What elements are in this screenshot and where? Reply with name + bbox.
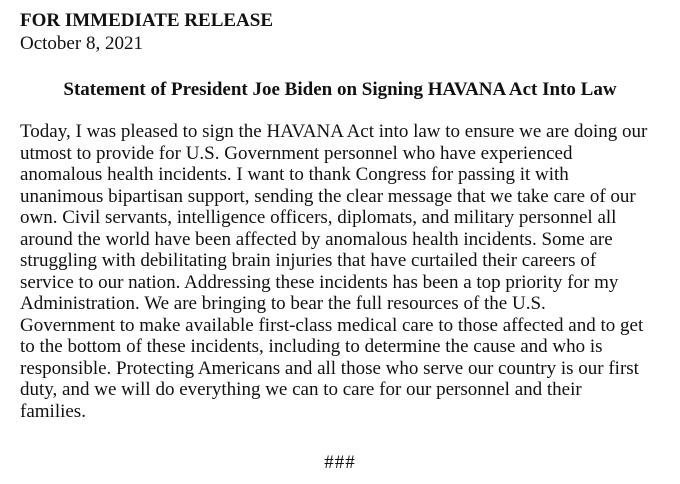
body-line: utmost to provide for U.S. Government personnel who have experienced: [20, 142, 573, 164]
end-mark: ###: [324, 452, 356, 473]
body-line: Administration. We are bringing to bear the full resources of the U.S.: [20, 293, 546, 314]
body-line: around the world have been affected by anomalous health incidents. Some are: [20, 228, 613, 250]
body-line: families.: [20, 400, 86, 422]
body-line: own. Civil servants, intelligence officers, diplomats, and military personnel all: [20, 207, 617, 228]
body-line: service to our nation. Addressing these incidents has been a top priority for my: [20, 271, 619, 293]
release-date: October 8, 2021: [20, 33, 143, 54]
release-label: FOR IMMEDIATE RELEASE: [20, 10, 274, 31]
body-line: Today, I was pleased to sign the HAVANA Act into law to ensure we are doing our: [20, 121, 648, 142]
body-line: unanimous bipartisan support, sending the clear message that we take care of our: [20, 185, 636, 207]
statement-title: Statement of President Joe Biden on Signing HAVANA Act Into Law: [63, 79, 617, 100]
body-line: responsible. Protecting Americans and all those who serve our country is our first: [20, 357, 639, 379]
body-line: anomalous health incidents. I want to thank Congress for passing it with: [20, 164, 569, 185]
body-line: to the bottom of these incidents, including to determine the cause and who is: [20, 336, 603, 357]
body-line: duty, and we will do everything we can to care for our personnel and their: [20, 379, 582, 400]
body-line: struggling with debilitating brain injuries that have curtailed their careers of: [20, 250, 597, 271]
body-line: Government to make available first-class medical care to those affected and to get: [20, 314, 644, 336]
statement-body: [20, 121, 670, 422]
